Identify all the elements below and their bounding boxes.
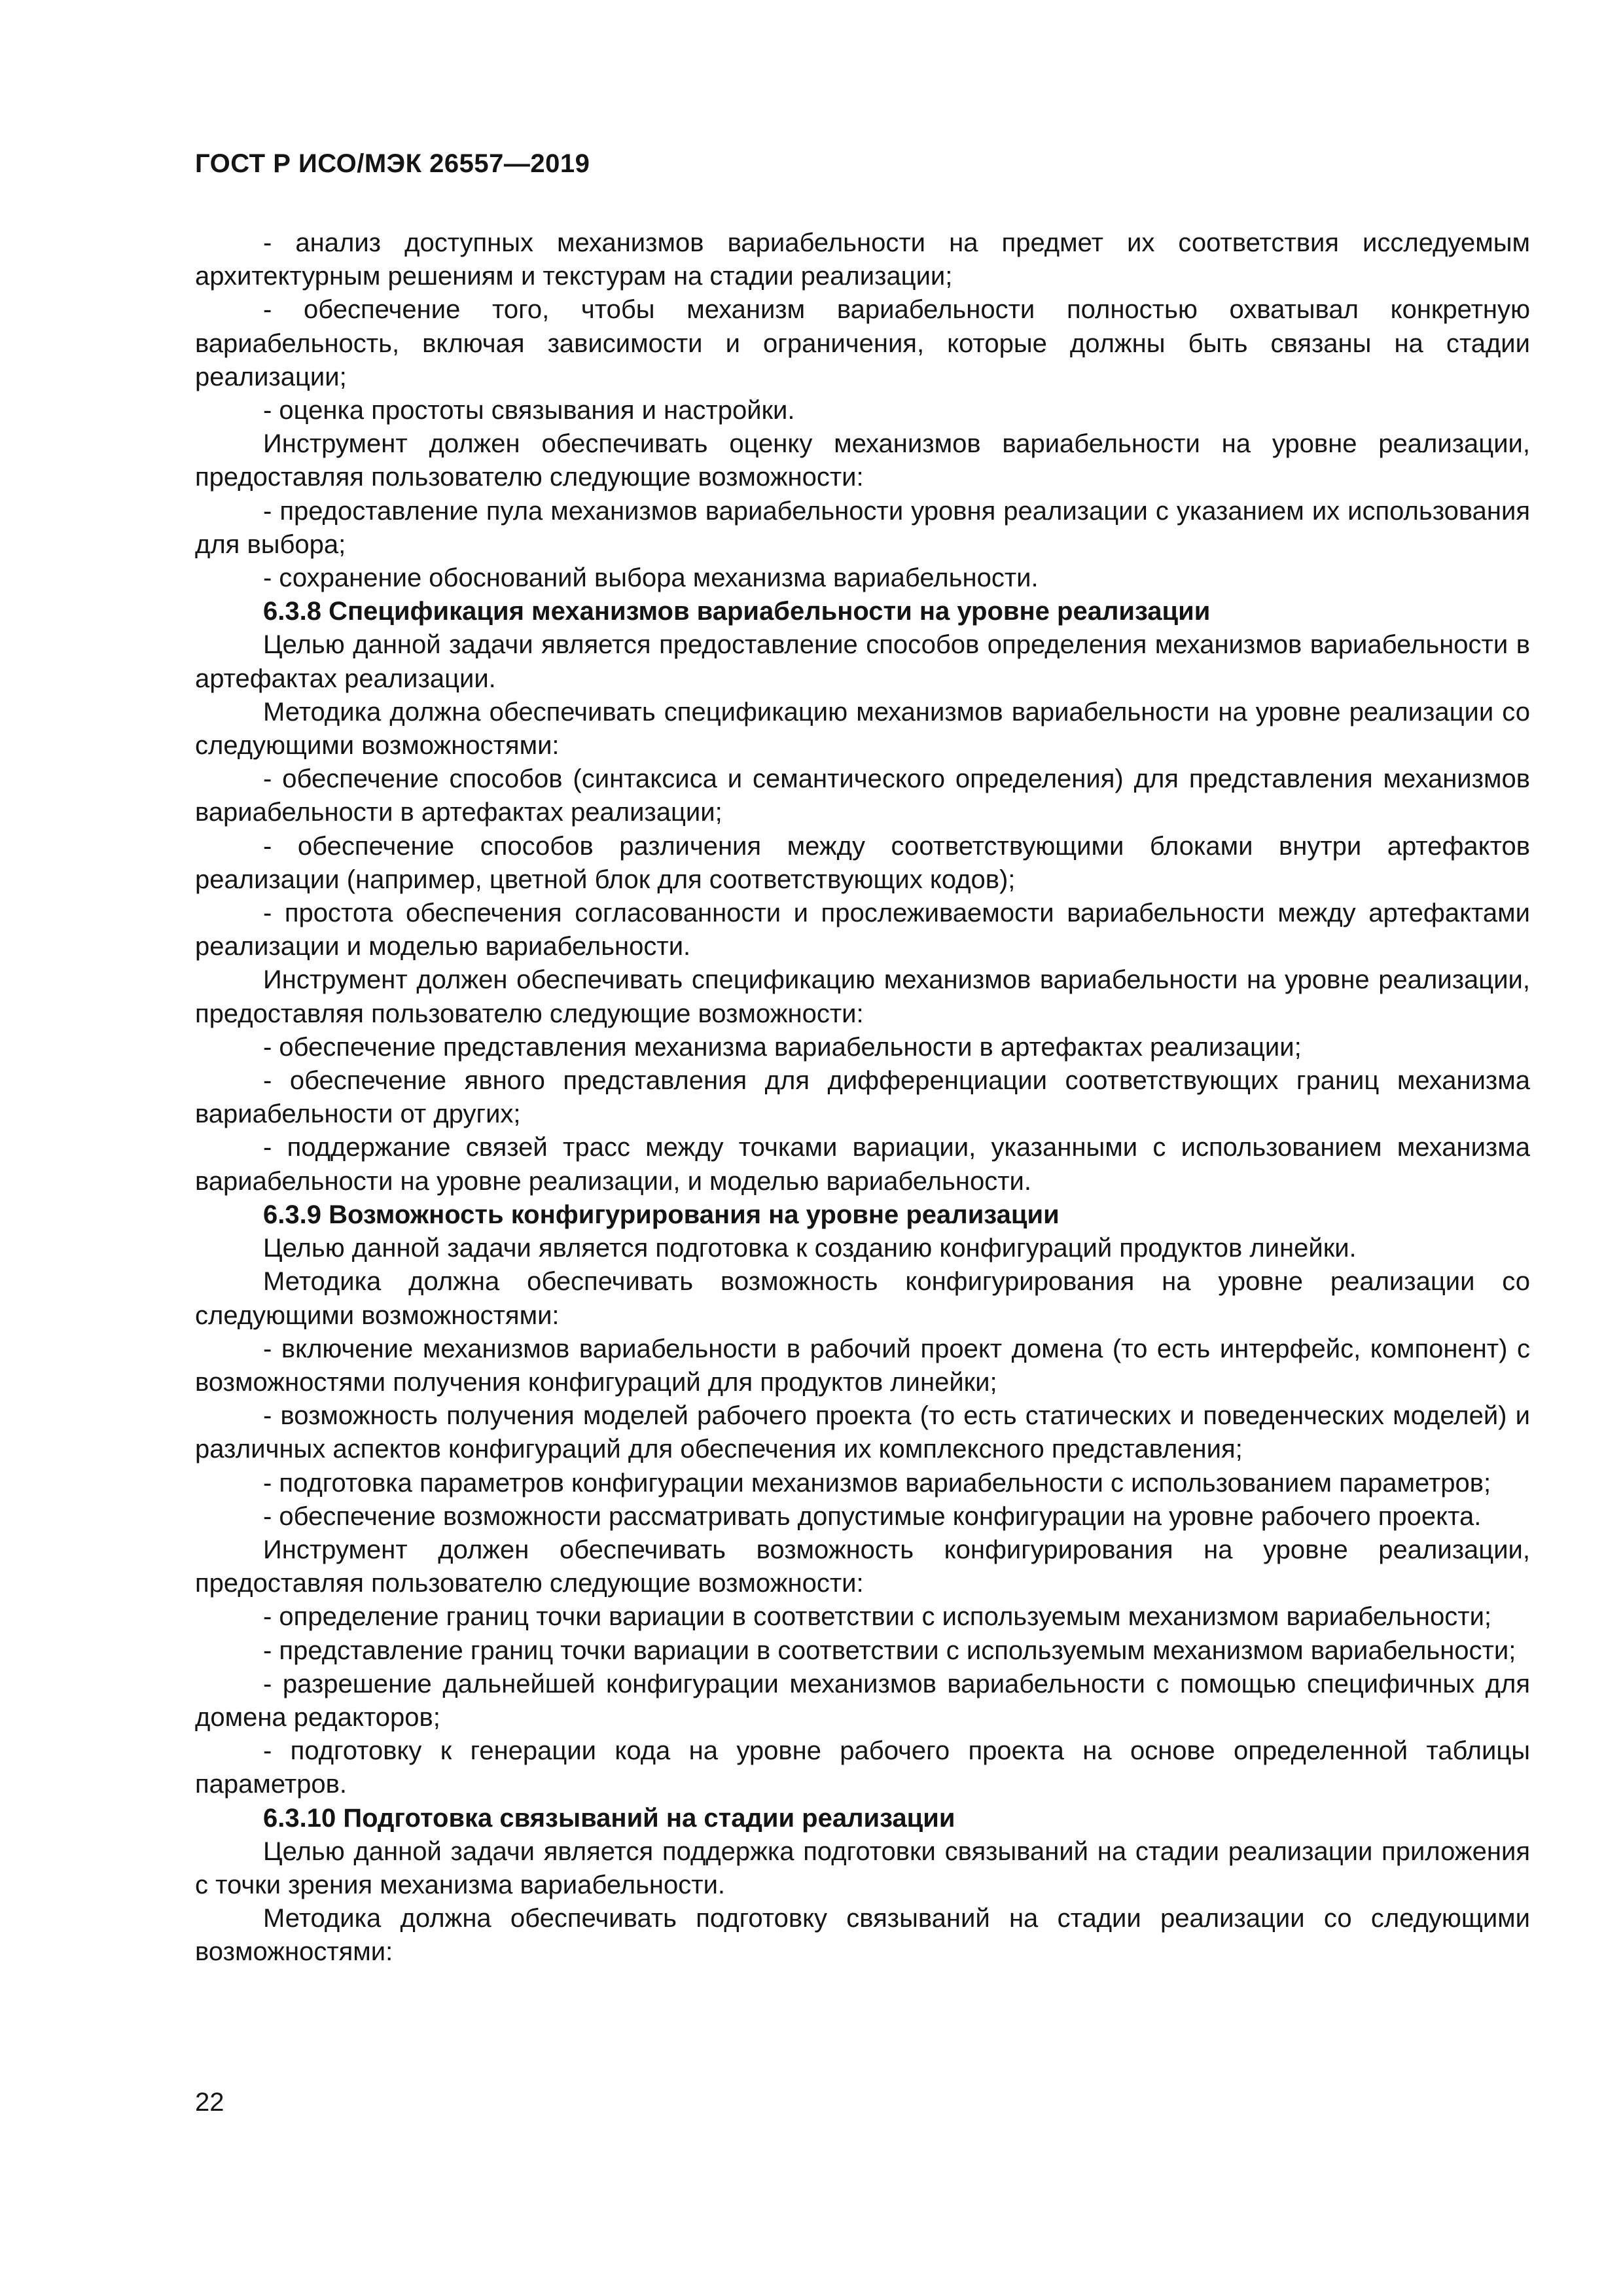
paragraph: Инструмент должен обеспечивать возможность конфигурирования на уровне реализации, предоставляя пользователю следующие возможности: <box>195 1535 1530 1598</box>
document-header: ГОСТ Р ИСО/МЭК 26557—2019 <box>195 149 590 178</box>
section-heading-6-3-10: 6.3.10 Подготовка связываний на стадии реализации <box>263 1803 955 1833</box>
list-item: - возможность получения моделей рабочего проекта (то есть статических и поведенческих моделей) и различных аспектов конфигураций для обеспечения их комплексного представления; <box>195 1401 1530 1464</box>
list-item: - поддержание связей трасс между точками вариации, указанными с использованием механизма вариабельности на уровне реализации, и моделью вариабельности. <box>195 1133 1530 1196</box>
list-item: - сохранение обоснований выбора механизма вариабельности. <box>263 564 1039 593</box>
list-item: - обеспечение способов различения между соответствующими блоками внутри артефактов реализации (например, цветной блок для соответствующих кодов); <box>195 831 1530 894</box>
list-item: - предоставление пула механизмов вариабельности уровня реализации с указанием их использования для выбора; <box>195 496 1530 559</box>
page-number: 22 <box>195 2088 224 2117</box>
section-heading-6-3-8: 6.3.8 Спецификация механизмов вариабельности на уровне реализации <box>263 597 1211 626</box>
list-item: - представление границ точки вариации в соответствии с используемым механизмом вариабельности; <box>263 1636 1516 1665</box>
paragraph: Методика должна обеспечивать подготовку связываний на стадии реализации со следующими возможностями: <box>195 1904 1530 1967</box>
list-item: - обеспечение возможности рассматривать допустимые конфигурации на уровне рабочего проекта. <box>263 1501 1482 1531</box>
list-item: - определение границ точки вариации в соответствии с используемым механизмом вариабельности; <box>263 1602 1492 1632</box>
list-item: - анализ доступных механизмов вариабельности на предмет их соответствия исследуемым архитектурным решениям и текстурам на стадии реализации; <box>195 228 1530 291</box>
list-item: - обеспечение способов (синтаксиса и семантического определения) для представления механизмов вариабельности в артефактах реализации; <box>195 764 1530 827</box>
section-heading-6-3-9: 6.3.9 Возможность конфигурирования на уровне реализации <box>263 1200 1060 1229</box>
paragraph: Целью данной задачи является предоставление способов определения механизмов вариабельности в артефактах реализации. <box>195 630 1530 693</box>
paragraph: Инструмент должен обеспечивать оценку механизмов вариабельности на уровне реализации, предоставляя пользователю следующие возможности: <box>195 429 1530 492</box>
list-item: - обеспечение представления механизма вариабельности в артефактах реализации; <box>263 1032 1302 1062</box>
paragraph: Целью данной задачи является поддержка подготовки связываний на стадии реализации приложения с точки зрения механизма вариабельности. <box>195 1837 1530 1899</box>
page-content <box>195 226 1530 1969</box>
list-item: - простота обеспечения согласованности и прослеживаемости вариабельности между артефактами реализации и моделью вариабельности. <box>195 899 1530 961</box>
list-item: - обеспечение явного представления для дифференциации соответствующих границ механизма вариабельности от других; <box>195 1066 1530 1129</box>
list-item: - разрешение дальнейшей конфигурации механизмов вариабельности с помощью специфичных для домена редакторов; <box>195 1669 1530 1732</box>
paragraph: Методика должна обеспечивать спецификацию механизмов вариабельности на уровне реализации со следующими возможностями: <box>195 697 1530 761</box>
paragraph: Методика должна обеспечивать возможность конфигурирования на уровне реализации со следующими возможностями: <box>195 1267 1530 1330</box>
list-item: - подготовку к генерации кода на уровне рабочего проекта на основе определенной таблицы параметров. <box>195 1736 1530 1799</box>
list-item: - обеспечение того, чтобы механизм вариабельности полностью охватывал конкретную вариабельность, включая зависимости и ограничения, которые должны быть связаны на стадии реализации; <box>195 295 1530 391</box>
paragraph: Целью данной задачи является подготовка к созданию конфигураций продуктов линейки. <box>263 1234 1357 1263</box>
list-item: - оценка простоты связывания и настройки. <box>263 396 795 425</box>
paragraph: Инструмент должен обеспечивать спецификацию механизмов вариабельности на уровне реализации, предоставляя пользователю следующие возможности: <box>195 965 1530 1028</box>
list-item: - подготовка параметров конфигурации механизмов вариабельности с использованием параметров; <box>263 1468 1491 1498</box>
list-item: - включение механизмов вариабельности в рабочий проект домена (то есть интерфейс, компонент) с возможностями получения конфигураций для продуктов линейки; <box>195 1334 1530 1397</box>
